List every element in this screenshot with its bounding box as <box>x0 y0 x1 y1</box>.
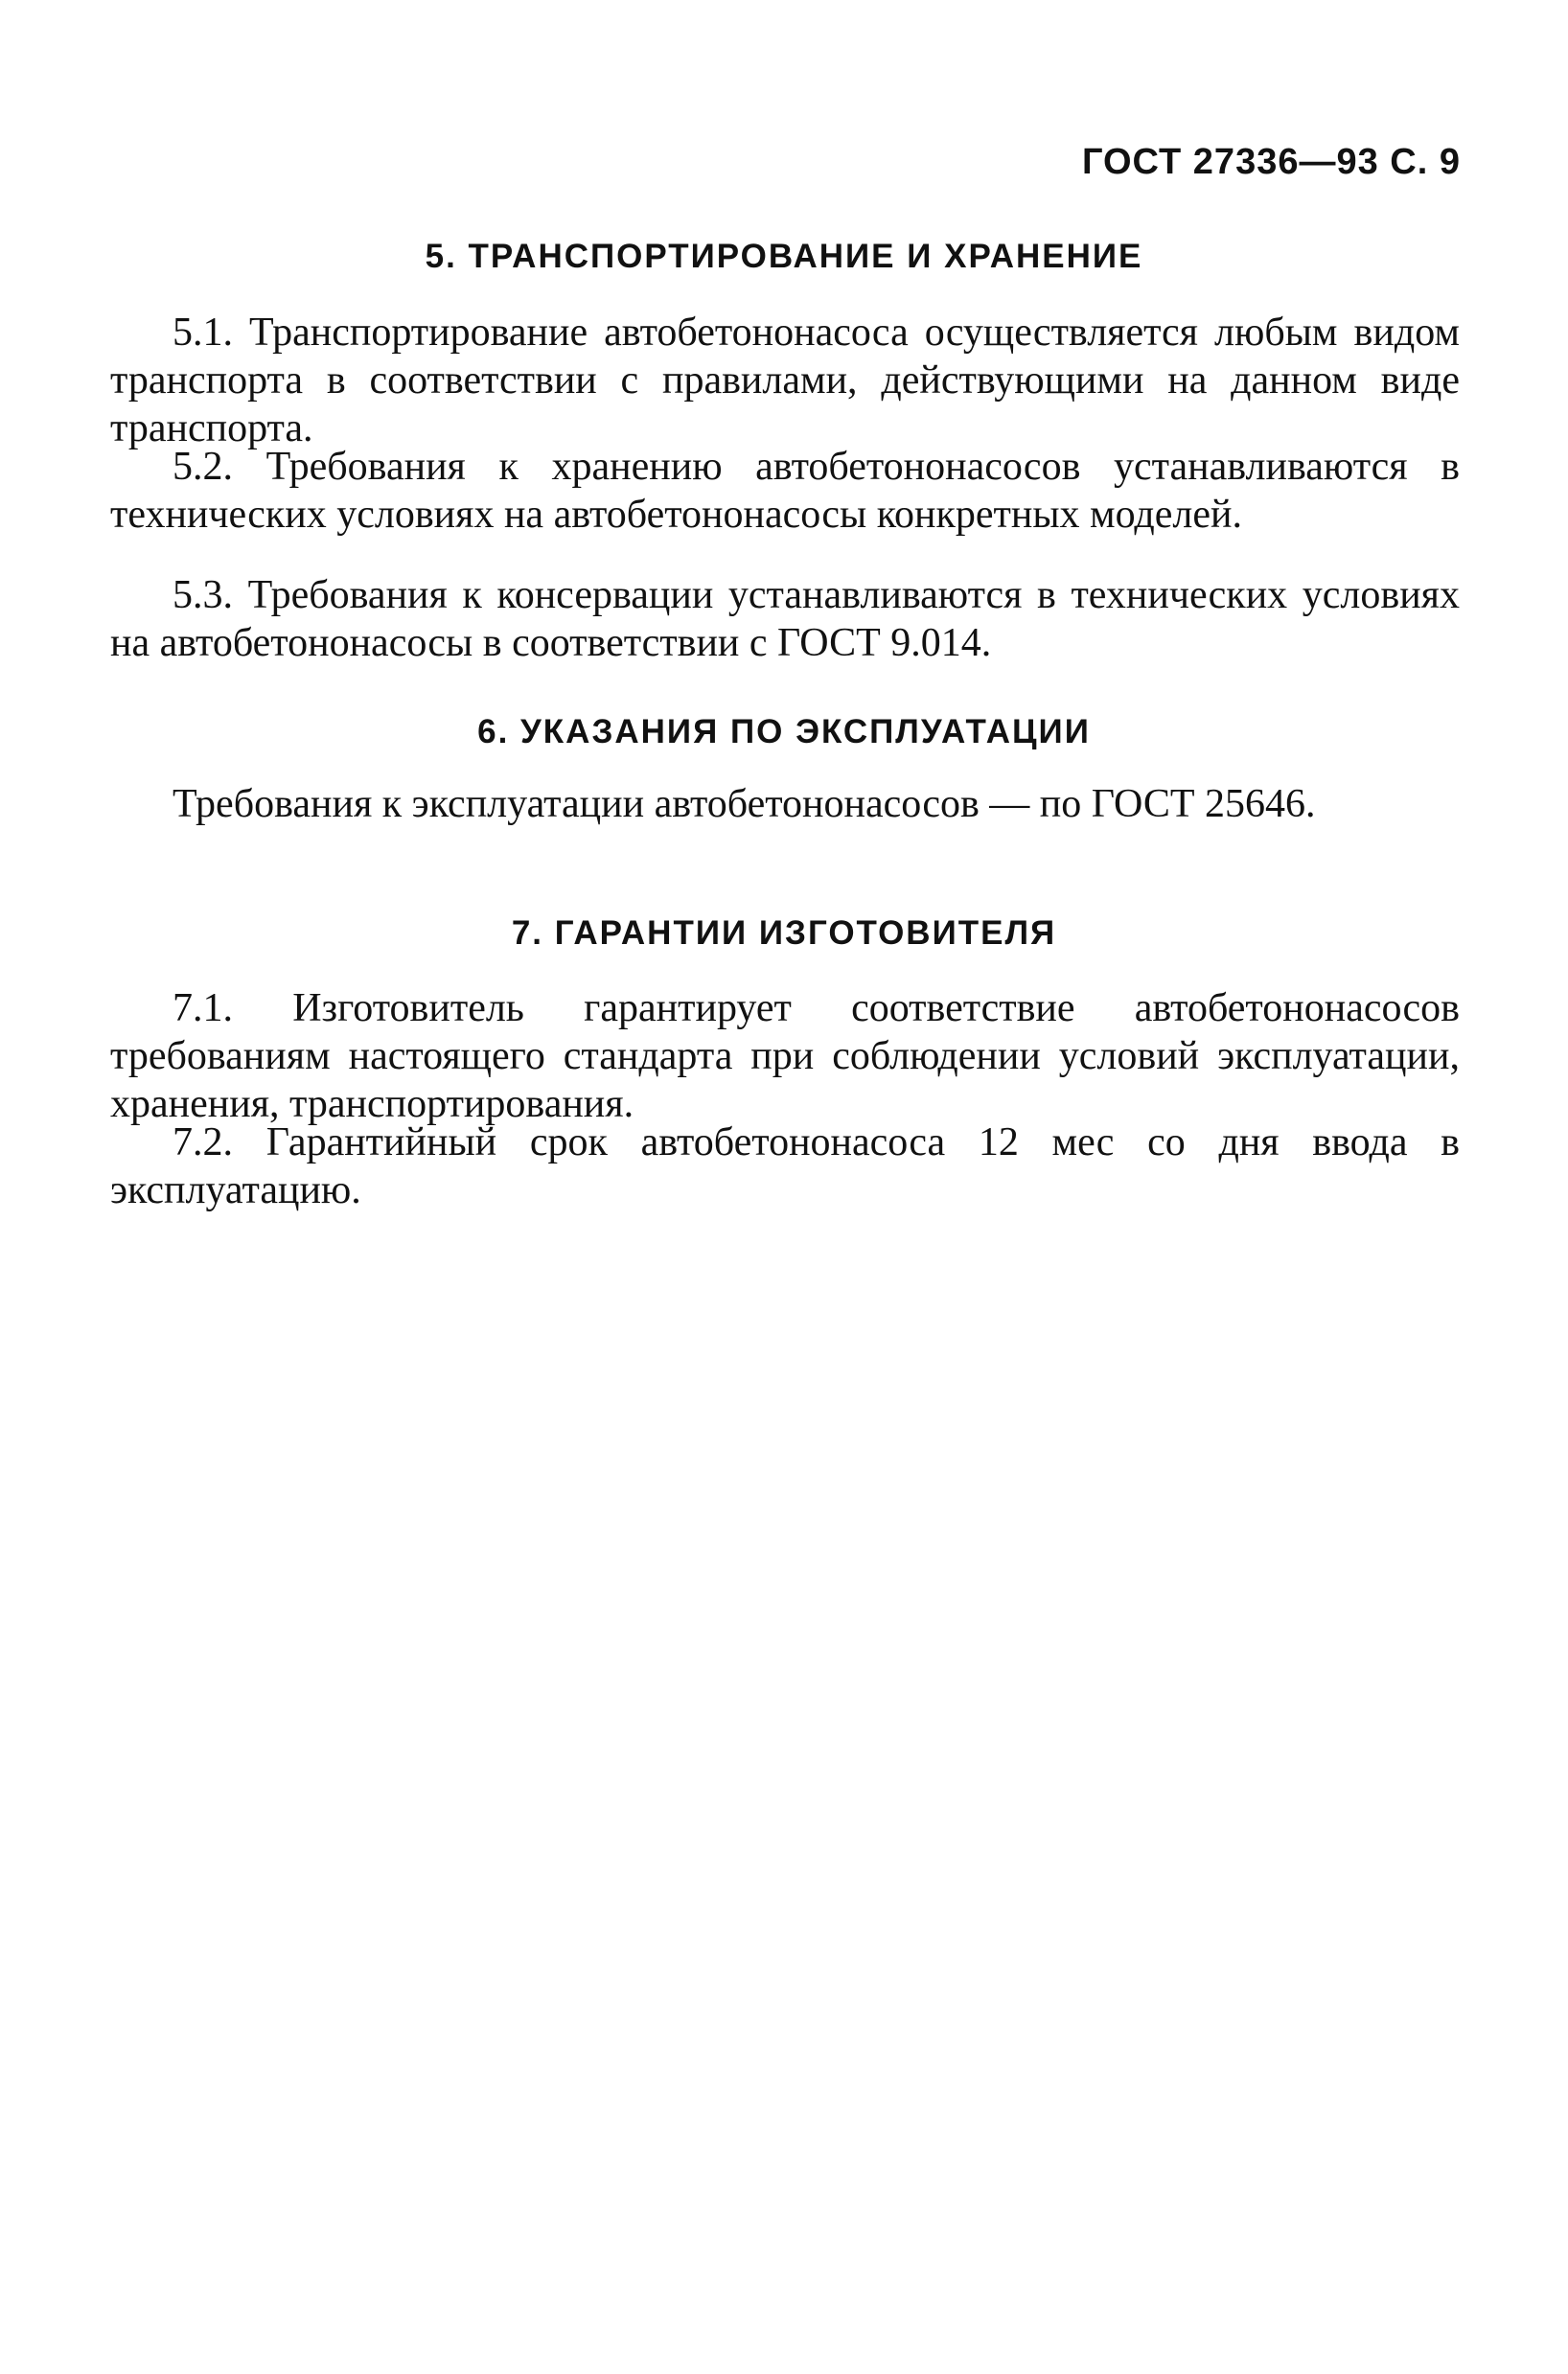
paragraph-5-2-text: 5.2. Требования к хранению автобетононасосов устанавливаются в технических условиях на автобетононасосы конкретных моделей. <box>110 445 1460 537</box>
paragraph-5-1 <box>110 309 1460 452</box>
section-title-warranty: 7. ГАРАНТИИ ИЗГОТОВИТЕЛЯ <box>511 914 1057 952</box>
paragraph-7-1 <box>110 984 1460 1128</box>
paragraph-6 <box>110 780 1460 828</box>
paragraph-5-3-text: 5.3. Требования к консервации устанавливаются в технических условиях на автобетононасосы в соответствии с ГОСТ 9.014. <box>110 573 1460 665</box>
paragraph-5-3 <box>110 571 1460 667</box>
paragraph-5-1-text: 5.1. Транспортирование автобетононасоса осуществляется любым видом транспорта в соответствии с правилами, действующими на данном виде транспорта. <box>110 311 1460 450</box>
paragraph-7-1-text: 7.1. Изготовитель гарантирует соответствие автобетононасосов требованиям настоящего стандарта при соблюдении условий эксплуатации, хранения, транспортирования. <box>110 986 1460 1126</box>
paragraph-6-text: Требования к эксплуатации автобетононасосов — по ГОСТ 25646. <box>173 782 1316 826</box>
section-title-transport: 5. ТРАНСПОРТИРОВАНИЕ И ХРАНЕНИЕ <box>425 238 1143 275</box>
page-header: ГОСТ 27336—93 С. 9 <box>1081 142 1461 182</box>
paragraph-7-2-text: 7.2. Гарантийный срок автобетононасоса 12 мес со дня ввода в эксплуатацию. <box>110 1120 1460 1212</box>
paragraph-7-2 <box>110 1118 1460 1214</box>
paragraph-5-2 <box>110 443 1460 539</box>
section-title-operation: 6. УКАЗАНИЯ ПО ЭКСПЛУАТАЦИИ <box>477 713 1091 750</box>
